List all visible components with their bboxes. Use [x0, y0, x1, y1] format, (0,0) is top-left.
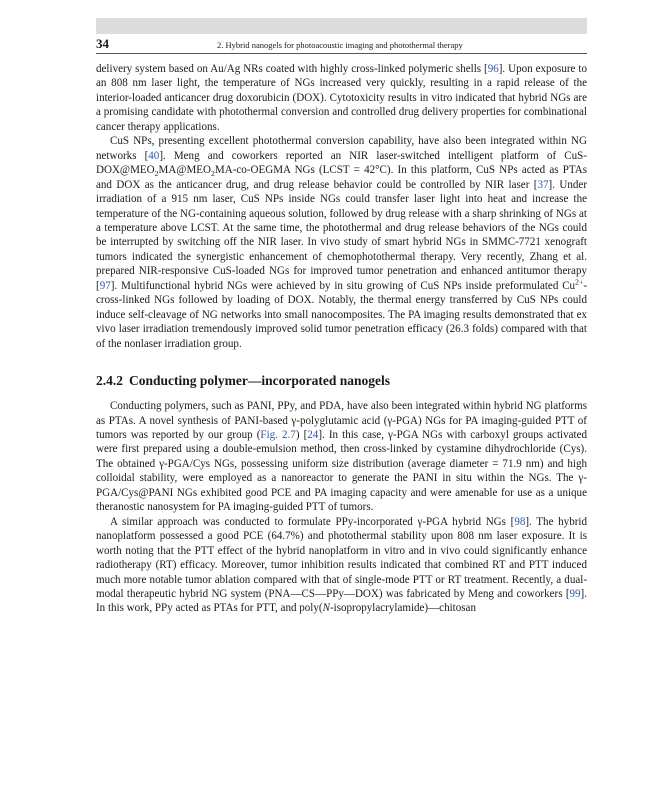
running-head: 2. Hybrid nanogels for photoacoustic imaging and photothermal therapy	[217, 40, 463, 50]
paragraph-2: CuS NPs, presenting excellent photothermal conversion capability, have also been integrated within NG networks [40]. Meng and coworkers reported an NIR laser-switched intelligent platform of CuS-$DOX@MEO_2MA@MEO_2MA-co$-OEGMA NGs (LCST = 42°C). In this platform, CuS NPs acted as PTAs and DOX as the anticancer drug, and drug release behavior could be controlled by NIR laser [37]. Under irradiation of a 915 nm laser, CuS NPs inside NGs could transfer laser light into heat and increase the temperature of the NG-containing aqueous solution, followed by drug release with a sharp shrinking of NGs at a temperature above LCST. At the same time, the photothermal and drug release behaviors of the NGs could be interrupted by switching off the NIR laser. In vivo study of smart hybrid NGs in SMMC-7721 xenograft tumors indicated the synergistic enhancement of chemophotothermal therapy. Very recently, Zhang et al. prepared NIR-responsive CuS-loaded NGs for improved tumor penetration and enhanced antitumor therapy [97]. Multifunctional hybrid NGs were achieved by in situ growing of CuS NPs inside preformulated $Cu^{2+}-cross$-linked NGs followed by loading of DOX. Notably, the thermal energy transferred by CuS NPs could induce self-cleavage of NG networks into small nanocomposites. The PA imaging results demonstrated that ex vivo laser irradiation tremendously improved solid tumor penetration efficacy (26.3 folds) compared with that of the nonlaser irradiation group.	[96, 135, 587, 350]
reference-link[interactable]: 24	[307, 428, 319, 441]
figure-link[interactable]: Fig. 2.7	[260, 428, 296, 441]
paragraph-1: delivery system based on Au/Ag NRs coated with highly cross-linked polymeric shells [96]. Upon exposure to an 808 nm laser light, the temperature of NGs increased very quickly, resulting in a rapid release of the interior-loaded anticancer drug doxorubicin (DOX). Cytotoxicity results in vitro indicated that hybrid NGs are a promising candidate with photothermal conversion and controlled drug delivery properties for combinational cancer therapy applications.	[96, 63, 587, 133]
header-rule	[96, 53, 587, 54]
reference-link[interactable]: 97	[99, 279, 111, 292]
reference-link[interactable]: 40	[148, 149, 160, 162]
page-number: 34	[96, 36, 109, 51]
section-heading	[96, 373, 587, 389]
paragraph-4: A similar approach was conducted to formulate PPy-incorporated γ-PGA hybrid NGs [98]. The hybrid nanoplatform possessed a good PCE (64.7%) and photothermal stability upon 808 nm laser exposure. It is worth noting that the PTT effect of the hybrid nanoplatform in vitro and in vivo could significantly enhance radiotherapy (RT) efficacy. Moreover, tumor inhibition results indicated that combined RT and PTT induced much more notable tumor ablation compared with that of single-mode PTT or RT treatment. Recently, a dual-modal therapeutic hybrid NG system (PNA—CS—PPy—DOX) was fabricated by Meng and coworkers [99]. In this work, PPy acted as PTAs for PTT, and poly(N-isopropylacrylamide)—chitosan	[96, 515, 588, 615]
section-number: 2.4.2	[96, 373, 123, 389]
reference-link[interactable]: 99	[569, 587, 581, 600]
paragraph-3: Conducting polymers, such as PANI, PPy, and PDA, have also been integrated within hybrid NG platforms as PTAs. A novel synthesis of PANI-based γ-polyglutamic acid (γ-PGA) NGs for PA imaging-guided PTT of tumors was reported by our group (Fig. 2.7) [24]. In this case, γ-PGA NGs with carboxyl groups activated were first prepared using a double-emulsion method, then cross-linked by cystamine dihydrochloride (Cys). The obtained γ-PGA/Cys NGs, possessing uniform size distribution (average diameter = 71.9 nm) and high colloidal stability, were employed as a nanoreactor to generate the PANI in situ within the NGs. The γ-PGA/Cys@PANI NGs exhibited good PCE and PA imaging capacity and were amenable for use as a unique theranostic nanosystem for PA imaging-guided PTT of tumors.	[96, 400, 588, 514]
reference-link[interactable]: 96	[487, 63, 499, 75]
body-text	[96, 62, 587, 616]
header-bar	[96, 18, 587, 34]
reference-link[interactable]: 98	[514, 515, 526, 528]
reference-link[interactable]: 37	[537, 178, 549, 191]
section-title: Conducting polymer—incorporated nanogels	[129, 373, 391, 389]
